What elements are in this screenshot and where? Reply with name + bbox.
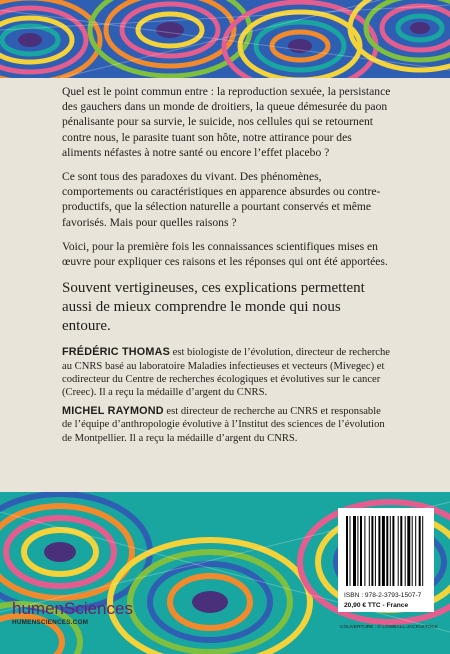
top-feather-artwork — [0, 0, 450, 78]
publisher-logo — [12, 600, 133, 626]
cover-credit: COUVERTURE : © LOWBALL-JACK/ISTOCK — [340, 625, 438, 630]
isbn-number: ISBN : 978-2-3793-1507-7 — [344, 592, 422, 599]
explanation-paragraph: Voici, pour la première fois les connaissances scientifiques mises en œuvre pour expliquer ces raisons et les réponses qui ont été apportées. — [62, 239, 388, 269]
author-text-raymond: est directeur de recherche au CNRS et responsable de l’équipe d’anthropologie évolutive à l’Institut des sciences de l’évolution de Montpellier. Il a reçu la médaille d’argent du CNRS. — [62, 405, 385, 444]
author-bio-raymond — [62, 405, 392, 445]
author-name-thomas: FRÉDÉRIC THOMAS — [62, 346, 170, 359]
author-name-raymond: MICHEL RAYMOND — [62, 404, 164, 417]
publisher-brand — [12, 600, 133, 618]
intro-paragraph: Quel est le point commun entre : la reproduction sexuée, la persistance des gauchers dans un monde de droitiers, la queue démesurée du paon pénalisante pour sa survie, le suicide, nos cellules qui se retournent contre nous, le parasite tuant son hôte, notre attirance pour des aliments néfastes à notre santé ou encore l’effet placebo ? — [62, 85, 391, 159]
author-text-thomas: est biologiste de l’évolution, directeur de recherche au CNRS basé au laboratoire Maladies infectieuses et vecteurs (Mivegec) et codirecteur du Centre de recherches écologiques et évolutives sur le cancer (Creec). Il a reçu la médaille d’argent du CNRS. — [62, 347, 391, 399]
publisher-website: HUMENSCIENCES.COM — [12, 619, 89, 626]
paradox-paragraph: Ce sont tous des paradoxes du vivant. Des phénomènes, comportements ou caractéristiques en apparence absurdes ou contre-productifs, que la sélection naturelle a pourtant conservés et même favorisés. Mais pour quelles raisons ? — [62, 170, 381, 229]
publisher-brand-sciences: Sciences — [63, 599, 133, 618]
back-cover-text — [62, 84, 392, 450]
publisher-brand-humen: humen — [12, 599, 64, 618]
author-bio-thomas — [62, 346, 392, 400]
top-feather-pattern — [0, 0, 450, 78]
price-label: 20,90 € TTC - France — [344, 602, 409, 609]
highlight-sentence: Souvent vertigineuses, ces explications permettent aussi de mieux comprendre le monde qui nous entoure. — [62, 280, 365, 335]
barcode-panel — [338, 508, 434, 612]
barcode-icon — [344, 514, 428, 588]
